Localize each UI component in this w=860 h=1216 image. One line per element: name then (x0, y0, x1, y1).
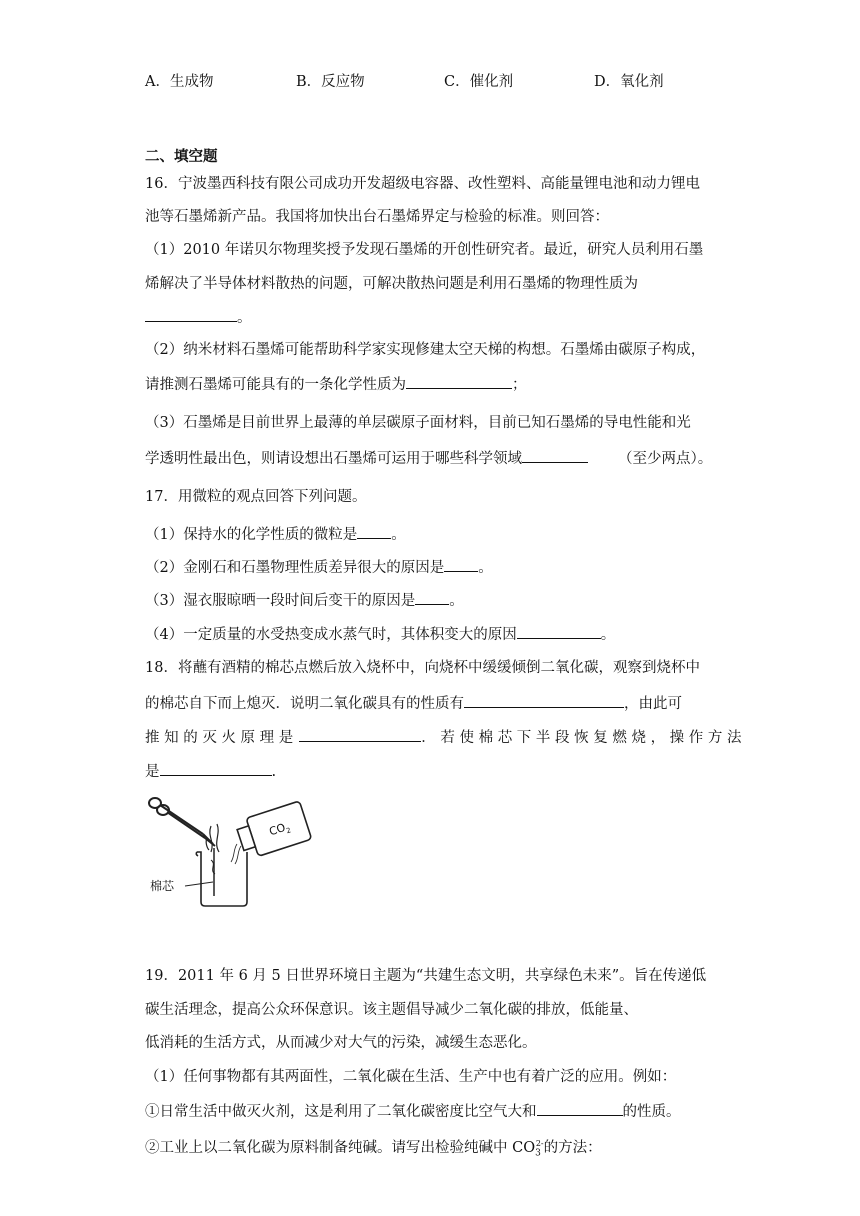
q16-p1-line1: （1）2010 年诺贝尔物理奖授予发现石墨烯的开创性研究者。最近，研究人员利用石墨 (145, 242, 704, 258)
beaker-co2-illustration (145, 790, 320, 910)
option-b: B．反应物 (296, 74, 365, 90)
answer-blank[interactable] (406, 374, 512, 389)
answer-blank[interactable] (522, 448, 588, 463)
q19-line2: 碳生活理念，提高公众环保意识。该主题倡导减少二氧化碳的排放，低能量、 (145, 1002, 638, 1018)
option-d: D．氧化剂 (594, 74, 664, 90)
option-a: A．生成物 (145, 74, 214, 90)
q19-p1: （1）任何事物都有其两面性，二氧化碳在生活、生产中也有着广泛的应用。例如： (145, 1069, 677, 1085)
q18-line1: 18．将蘸有酒精的棉芯点燃后放入烧杯中，向烧杯中缓缓倾倒二氧化碳，观察到烧杯中 (145, 660, 700, 676)
answer-blank[interactable] (299, 727, 421, 742)
q19-c2: ②工业上以二氧化碳为原料制备纯碱。请写出检验纯碱中 $CO_3^{2-}$的方法： (145, 1139, 602, 1159)
co2-bottle-icon (235, 801, 312, 860)
q16-p1-line2: 烯解决了半导体材料散热的问题，可解决散热问题是利用石墨烯的物理性质为 (145, 276, 638, 292)
answer-blank[interactable] (160, 761, 272, 776)
experiment-figure (145, 790, 320, 910)
answer-blank[interactable] (517, 624, 601, 639)
q17-title: 17．用微粒的观点回答下列问题。 (145, 489, 367, 505)
q16-p2-line2: 请推测石墨烯可能具有的一条化学性质为 ； (145, 374, 527, 395)
wick-label: 棉芯 (150, 879, 175, 893)
q16-p1-answer: 。 (145, 307, 252, 328)
q18-line4: 是 . (145, 761, 276, 782)
q16-p3-line2: 学透明性最出色，则请设想出石墨烯可运用于哪些科学领域 （至少两点）。 (145, 448, 712, 469)
q17-p3: （3）湿衣服晾晒一段时间后变干的原因是 。 (145, 590, 464, 611)
q17-p4: （4）一定质量的水受热变成水蒸气时，其体积变大的原因 。 (145, 624, 615, 645)
q19-line1: 19．2011 年 6 月 5 日世界环境日主题为“共建生态文明，共享绿色未来”。旨在传递低 (145, 968, 707, 984)
q17-p2: （2）金刚石和石墨物理性质差异很大的原因是 。 (145, 557, 493, 578)
svg-text:CO2: $CO_2$ (267, 820, 292, 839)
q16-p3-line1: （3）石墨烯是目前世界上最薄的单层碳原子面材料，目前已知石墨烯的导电性能和光 (145, 415, 691, 431)
q16-p2-line1: （2）纳米材料石墨烯可能帮助科学家实现修建太空天梯的构想。石墨烯由碳原子构成， (145, 342, 706, 358)
q19-line3: 低消耗的生活方式，从而减少对大气的污染，减缓生态恶化。 (145, 1035, 537, 1051)
option-c: C．催化剂 (444, 74, 514, 90)
q18-line3: 推 知 的 灭 火 原 理 是 ． 若 使 棉 芯 下 半 段 恢 复 燃 烧 ， 操 作 方 法 (145, 727, 742, 748)
answer-blank[interactable] (444, 557, 478, 572)
q16-line1: 16．宁波墨西科技有限公司成功开发超级电容器、改性塑料、高能量锂电池和动力锂电 (145, 176, 700, 192)
q16-line2: 池等石墨烯新产品。我国将加快出台石墨烯界定与检验的标准。则回答： (145, 209, 609, 225)
q19-c1: ①日常生活中做灭火剂，这是利用了二氧化碳密度比空气大和 的性质。 (145, 1101, 681, 1122)
answer-blank[interactable] (537, 1101, 623, 1116)
answer-blank[interactable] (357, 524, 391, 539)
answer-blank[interactable] (464, 693, 624, 708)
answer-blank[interactable] (415, 590, 449, 605)
q18-line2: 的棉芯自下而上熄灭．说明二氧化碳具有的性质有 ，由此可 (145, 693, 682, 714)
tongs-icon (149, 798, 215, 846)
q17-p1: （1）保持水的化学性质的微粒是 。 (145, 524, 406, 545)
section-title: 二、填空题 (145, 148, 218, 165)
beaker-icon (196, 852, 247, 906)
answer-blank[interactable] (145, 307, 237, 322)
